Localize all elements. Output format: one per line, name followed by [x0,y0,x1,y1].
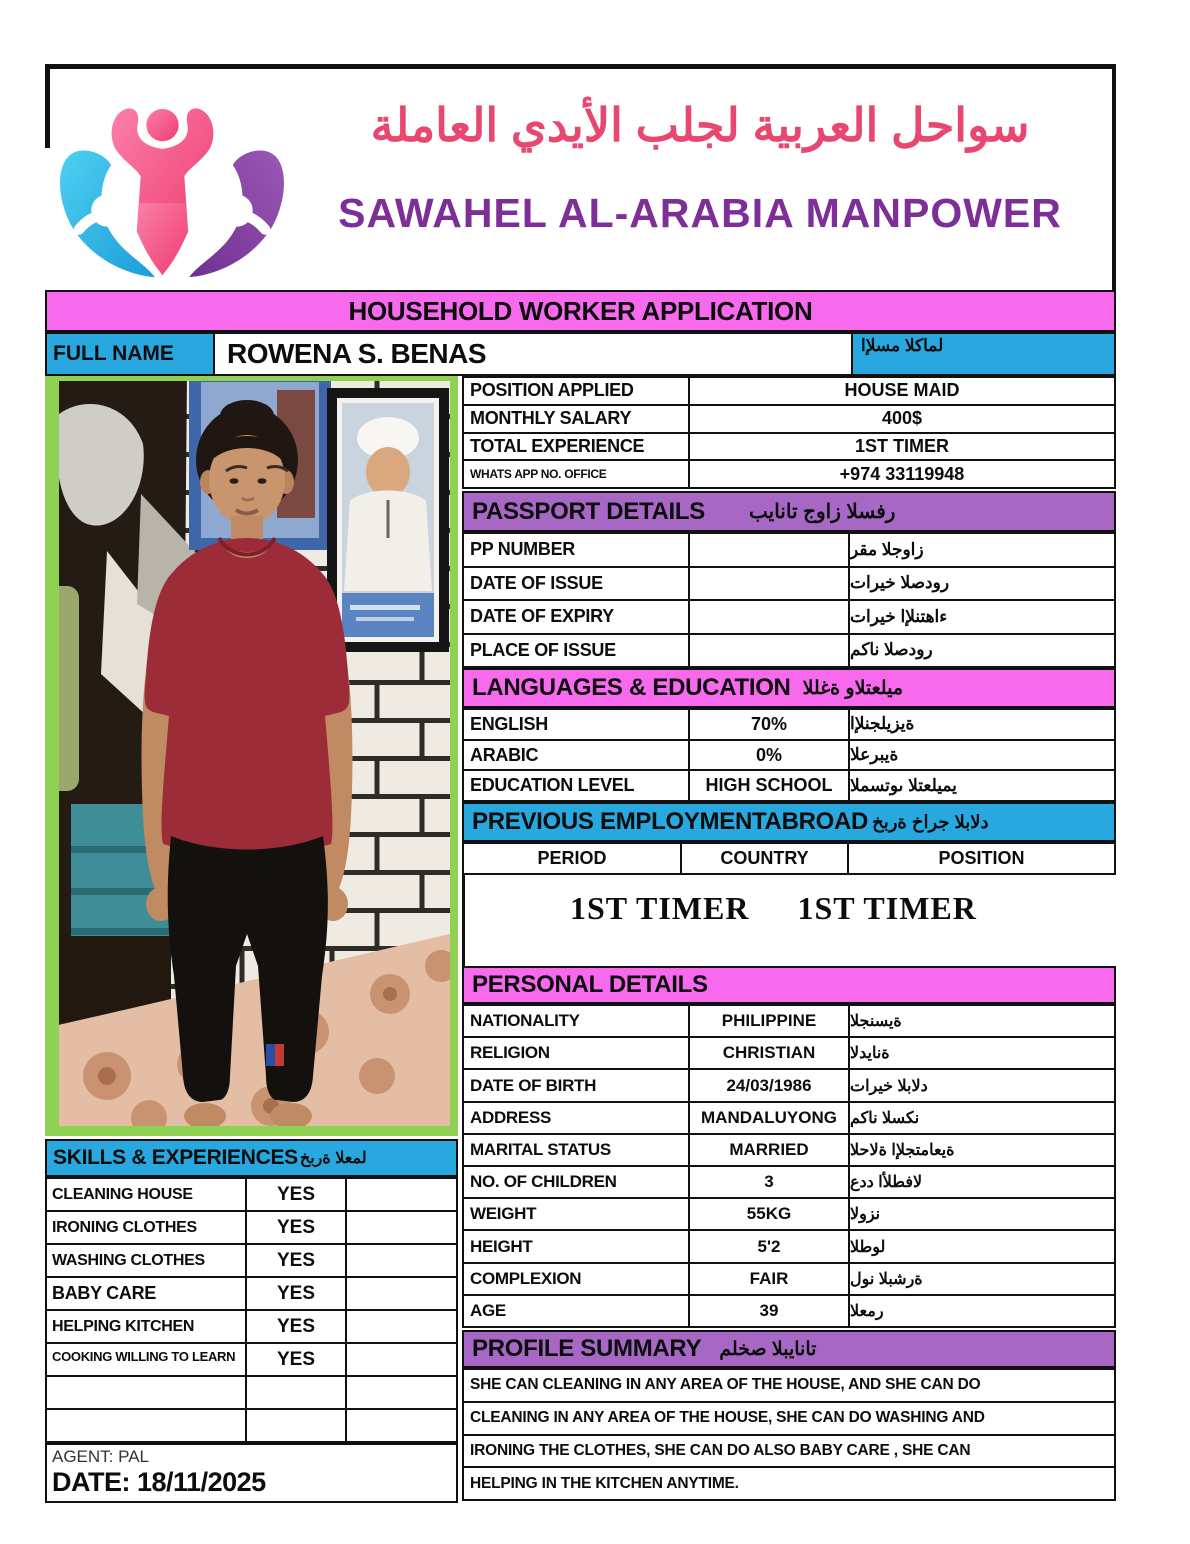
row-arabic: ةنايدلا [850,1045,890,1063]
skill-value: YES [247,1311,347,1342]
employment-header-row [462,842,1116,875]
row-label: MARITAL STATUS [464,1135,690,1165]
row-label: WHATS APP NO. OFFICE [464,461,690,487]
table-row [464,1294,1114,1326]
table-row [464,633,1114,667]
row-arabic: لوطلا [850,1238,886,1256]
row-label: POSITION APPLIED [464,378,690,404]
skill-note-cell [347,1344,456,1375]
languages-banner [462,668,1116,708]
table-row [47,1309,456,1342]
row-value: HOUSE MAID [844,380,960,401]
row-value: 0% [690,741,850,770]
row-label: EDUCATION LEVEL [464,771,690,800]
table-row [464,534,1114,566]
profile-line: CLEANING IN ANY AREA OF THE HOUSE, SHE CAN DO WASHING AND [464,1401,1114,1434]
skill-value: YES [247,1278,347,1309]
profile-line: IRONING THE CLOTHES, SHE CAN DO ALSO BABY CARE , SHE CAN [464,1434,1114,1467]
row-value: 55KG [690,1199,850,1229]
agency-arabic-title: سواحل العربية لجلب الأيدي العاملة [370,99,1030,151]
row-arabic: دلابلا خيرات [850,1077,928,1095]
row-value: 5'2 [690,1231,850,1261]
table-row [464,432,1114,460]
first-timer-note-right: 1ST TIMER [797,890,977,926]
previous-employment-banner [462,802,1116,842]
application-banner [45,290,1116,332]
table-row [464,1133,1114,1165]
row-value: MARRIED [690,1135,850,1165]
languages-banner-arabic: ميلعتلاو ةغللا [802,677,904,699]
table-row [464,1197,1114,1229]
row-value: 400$ [881,408,923,429]
skill-label: BABY CARE [47,1278,247,1309]
row-arabic: زاوجلا مقر [850,539,924,559]
skill-label: HELPING KITCHEN [47,1311,247,1342]
table-row [464,1229,1114,1261]
passport-banner-title: PASSPORT DETAILS [472,497,705,525]
table-row [464,769,1114,800]
column-header-country: COUNTRY [682,844,849,873]
skill-value: YES [247,1245,347,1276]
row-value: 3 [690,1167,850,1197]
table-row [464,1262,1114,1294]
position-info-table [462,376,1116,489]
table-row [47,1210,456,1243]
skill-value: YES [247,1344,347,1375]
table-row [464,844,1114,873]
skill-note-cell [347,1179,456,1210]
row-label: WEIGHT [464,1199,690,1229]
skill-label: COOKING WILLING TO LEARN [47,1344,247,1375]
row-value: 39 [690,1296,850,1326]
table-row [464,599,1114,633]
row-label: MONTHLY SALARY [464,406,690,432]
row-arabic: رمعلا [850,1302,884,1320]
table-row [464,1101,1114,1133]
table-row [464,1165,1114,1197]
table-row [47,1342,456,1375]
row-value [690,568,850,600]
row-arabic: ةيسنجلا [850,1013,902,1031]
skills-table [45,1177,458,1443]
skill-value: YES [247,1212,347,1243]
agency-english-title: SAWAHEL AL-ARABIA MANPOWER [338,190,1062,236]
right-border-line [1112,64,1116,292]
row-arabic: رودصلا ناكم [850,640,933,660]
first-timer-note-left: 1ST TIMER [570,890,750,926]
row-value: 1ST TIMER [854,435,949,456]
profile-line: HELPING IN THE KITCHEN ANYTIME. [464,1466,1114,1499]
full-name-label: FULL NAME [45,332,215,376]
application-banner-text: HOUSEHOLD WORKER APPLICATION [348,295,813,326]
row-value: +974 33119948 [839,463,965,484]
skill-label: WASHING CLOTHES [47,1245,247,1276]
row-arabic: ةيزيلجنلإا [850,714,915,734]
table-row [464,404,1114,432]
table-row [47,1243,456,1276]
row-label: NATIONALITY [464,1006,690,1036]
skill-value: YES [247,1179,347,1210]
row-label: RELIGION [464,1038,690,1068]
row-label: DATE OF EXPIRY [464,601,690,633]
previous-employment-title: PREVIOUS EMPLOYMENTABROAD [472,808,869,835]
row-value [690,601,850,633]
row-arabic: نكسلا ناكم [850,1109,920,1127]
passport-table [462,532,1116,668]
skill-note-cell [347,1311,456,1342]
languages-table [462,708,1116,802]
skill-note-cell [347,1212,456,1243]
skill-label: IRONING CLOTHES [47,1212,247,1243]
row-label: ADDRESS [464,1103,690,1133]
languages-banner-title: LANGUAGES & EDUCATION [472,674,791,701]
row-label: HEIGHT [464,1231,690,1261]
profile-summary-arabic: تانايبلا صخلم [719,1338,817,1360]
row-value: 70% [690,710,850,739]
table-row [47,1276,456,1309]
row-label: AGE [464,1296,690,1326]
agent-date-box [45,1443,458,1503]
top-border-line [45,64,1116,69]
row-label: PLACE OF ISSUE [464,635,690,667]
skills-banner-arabic: لمعلا ةربخ [299,1150,367,1167]
personal-details-banner [462,966,1116,1004]
left-corner-mark [45,64,50,148]
personal-details-table [462,1004,1116,1328]
skill-value [247,1410,347,1441]
row-value: PHILIPPINE [690,1006,850,1036]
row-label: DATE OF ISSUE [464,568,690,600]
table-row [464,710,1114,739]
row-label: ARABIC [464,741,690,770]
table-row [464,1036,1114,1068]
row-arabic: يميلعتلا ىوتسملا [850,775,957,795]
skill-note-cell [347,1245,456,1276]
row-label: PP NUMBER [464,534,690,566]
table-row [464,1006,1114,1036]
agent-line: AGENT: PAL [52,1447,149,1466]
table-row [47,1179,456,1210]
applicant-photo [45,376,458,1136]
skill-note-cell [347,1377,456,1408]
table-row [47,1375,456,1408]
table-row [464,1068,1114,1100]
table-row [464,378,1114,404]
row-value: HIGH SCHOOL [690,771,850,800]
passport-banner [462,491,1116,532]
skills-banner-title: SKILLS & EXPERIENCES [53,1146,298,1169]
row-label: DATE OF BIRTH [464,1070,690,1100]
table-row [464,739,1114,770]
skill-label: CLEANING HOUSE [47,1179,247,1210]
row-arabic: ةيعامتجلإا ةلاحلا [850,1141,955,1159]
profile-line: SHE CAN CLEANING IN ANY AREA OF THE HOUSE, AND SHE CAN DO [470,1376,981,1394]
table-row [47,1408,456,1441]
row-label: TOTAL EXPERIENCE [464,434,690,460]
row-arabic: رودصلا خيرات [850,573,950,593]
passport-banner-arabic: رفسلا زاوج تانايب [749,501,896,523]
skill-note-cell [347,1410,456,1441]
row-arabic: ءاهتنلإا خيرات [850,606,948,626]
agency-logo-icon [58,86,286,282]
column-header-period: PERIOD [464,844,682,873]
skill-value [247,1377,347,1408]
row-value [690,635,850,667]
row-arabic: ةيبرعلا [850,745,899,764]
profile-summary-banner [462,1330,1116,1368]
row-value: FAIR [690,1264,850,1294]
row-value: 24/03/1986 [690,1070,850,1100]
profile-summary-text [462,1368,1116,1501]
row-arabic: ةرشبلا نول [850,1270,923,1288]
skill-label [47,1377,247,1408]
row-value: CHRISTIAN [690,1038,850,1068]
row-label: NO. OF CHILDREN [464,1167,690,1197]
profile-summary-title: PROFILE SUMMARY [472,1335,702,1362]
first-timer-note [462,890,1170,927]
row-arabic: لافطلأا ددع [850,1174,923,1192]
table-row [464,566,1114,600]
row-arabic: نزولا [850,1206,881,1224]
full-name-value: ROWENA S. BENAS [213,332,853,376]
column-header-position: POSITION [938,848,1025,868]
row-value [690,534,850,566]
row-label: ENGLISH [464,710,690,739]
full-name-arabic: لماكلا مسلإا [851,332,1116,376]
skills-banner [45,1139,458,1177]
personal-details-title: PERSONAL DETAILS [472,971,708,998]
skill-note-cell [347,1278,456,1309]
previous-employment-arabic: دلابلا جراخ ةربخ [872,811,989,832]
table-row [464,459,1114,487]
date-line: DATE: 18/11/2025 [52,1467,266,1497]
row-label: COMPLEXION [464,1264,690,1294]
row-value: MANDALUYONG [690,1103,850,1133]
skill-label [47,1410,247,1441]
